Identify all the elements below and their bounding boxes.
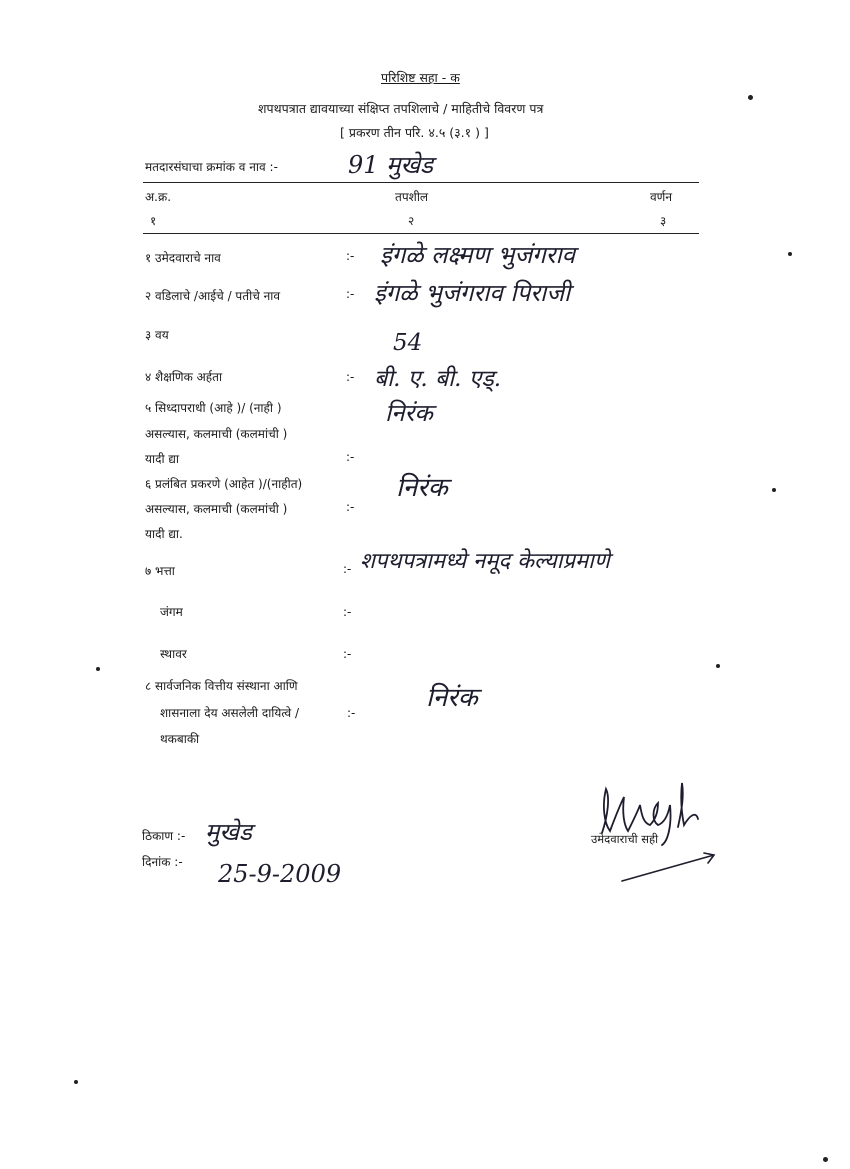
separator: :- — [343, 647, 352, 661]
convict-label-line1: ५ सिध्दापराधी (आहे )/ (नाही ) — [145, 401, 282, 415]
convict-label-line3: यादी द्या — [145, 452, 180, 466]
date-label: दिनांक :- — [142, 855, 183, 869]
scan-speck — [716, 664, 720, 668]
immovable-assets-label: स्थावर — [160, 647, 187, 661]
assets-value: शपथपत्रामध्ये नमूद केल्याप्रमाणे — [360, 549, 610, 574]
convict-value: निरंक — [385, 399, 433, 427]
form-title: परिशिष्ट सहा - क — [381, 70, 460, 85]
separator: :- — [346, 287, 355, 301]
separator: :- — [346, 249, 355, 263]
form-reference: [ प्रकरण तीन परि. ४.५ (३.१ ) ] — [340, 125, 489, 140]
separator: :- — [343, 605, 352, 619]
scan-speck — [823, 1157, 828, 1162]
candidate-signature — [580, 775, 720, 885]
education-label: ४ शैक्षणिक अर्हता — [145, 370, 223, 384]
column-header-details: तपशील — [395, 190, 429, 204]
signature-caption: उमेदवाराची सही — [591, 832, 659, 846]
education-value: बी. ए. बी. एड्. — [374, 366, 502, 392]
dues-value: निरंक — [426, 683, 478, 713]
form-subtitle: शपथपत्रात द्यावयाच्या संक्षिप्त तपशिलाचे / माहितीचे विवरण पत्र — [258, 101, 544, 116]
date-value: 25-9-2009 — [218, 860, 342, 888]
scan-speck — [74, 1080, 78, 1084]
header-rule-top — [143, 182, 699, 183]
pending-cases-label-line2: असल्यास, कलमाची (कलमांची ) — [145, 502, 288, 516]
dues-label-line2: शासनाला देय असलेली दायित्वे / — [160, 706, 300, 720]
candidate-name-value: इंगळे लक्ष्मण भुजंगराव — [380, 241, 576, 269]
separator: :- — [346, 450, 355, 464]
convict-label-line2: असल्यास, कलमाची (कलमांची ) — [145, 427, 288, 441]
place-value: मुखेड — [205, 818, 252, 846]
assets-label: ७ भत्ता — [145, 564, 175, 578]
place-label: ठिकाण :- — [142, 829, 186, 843]
separator: :- — [347, 706, 356, 720]
separator: :- — [343, 562, 352, 576]
scan-speck — [96, 667, 100, 671]
separator: :- — [346, 500, 355, 514]
column-number-1: १ — [150, 214, 157, 228]
pending-cases-label-line3: यादी द्या. — [145, 527, 183, 541]
column-header-serial: अ.क्र. — [145, 190, 172, 204]
father-name-label: २ वडिलाचे /आईचे / पतीचे नाव — [145, 289, 281, 303]
scan-speck — [748, 95, 753, 100]
scan-speck — [772, 488, 776, 492]
header-rule-bottom — [143, 233, 699, 234]
separator: :- — [346, 370, 355, 384]
constituency-value: 91 मुखेड — [348, 151, 433, 179]
column-number-3: ३ — [660, 214, 667, 228]
father-name-value: इंगळे भुजंगराव पिराजी — [374, 279, 571, 307]
scan-speck — [788, 252, 792, 256]
movable-assets-label: जंगम — [160, 605, 183, 619]
age-value: 54 — [393, 330, 423, 356]
pending-cases-value: निरंक — [396, 473, 448, 503]
column-header-description: वर्णन — [650, 190, 673, 204]
age-label: ३ वय — [145, 328, 169, 342]
dues-label-line3: थकबाकी — [160, 732, 200, 746]
pending-cases-label-line1: ६ प्रलंबित प्रकरणे (आहेत )/(नाहीत) — [145, 477, 303, 491]
candidate-name-label: १ उमेदवाराचे नाव — [145, 251, 221, 265]
column-number-2: २ — [408, 214, 415, 228]
dues-label-line1: ८ सार्वजनिक वित्तीय संस्थाना आणि — [145, 679, 298, 693]
constituency-label: मतदारसंघाचा क्रमांक व नाव :- — [145, 160, 278, 174]
